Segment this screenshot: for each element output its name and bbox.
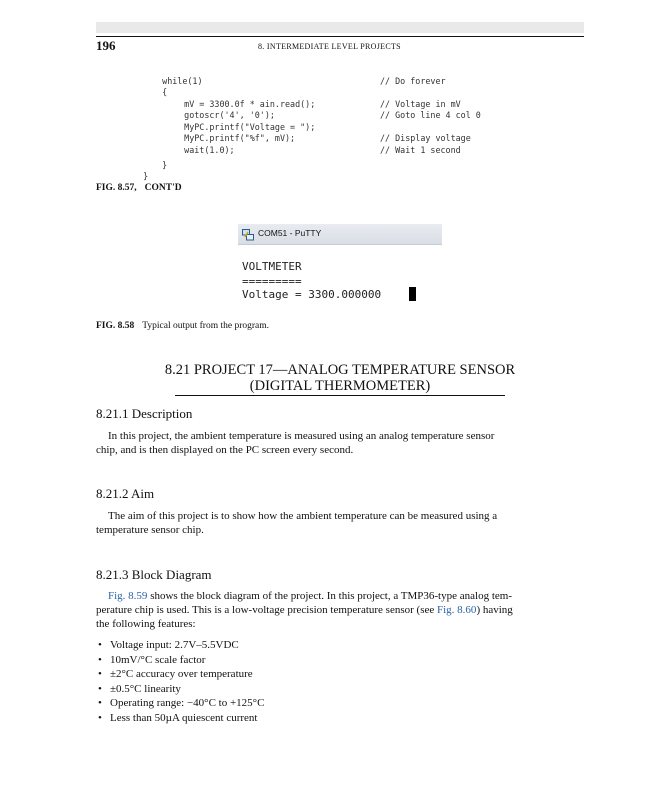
figure-caption-8-58	[96, 321, 269, 331]
block-diagram-paragraph	[96, 589, 584, 631]
putty-window-title: COM51 - PuTTY	[258, 228, 322, 238]
code-line: }	[162, 159, 168, 170]
paragraph-line: temperature sensor chip.	[96, 524, 204, 536]
section-title-rule	[175, 395, 505, 396]
list-item: • 10mV/°C scale factor	[96, 653, 264, 668]
code-comment: // Wait 1 second	[380, 144, 461, 155]
figure-caption-8-57	[96, 183, 190, 193]
section-title	[96, 362, 584, 394]
paragraph-line: The aim of this project is to show how the ambient temperature can be measured using a	[108, 510, 498, 522]
list-item: • Less than 50µA quiescent current	[96, 711, 264, 726]
paragraph-line: perature chip is used. This is a low-voltage precision temperature sensor (see Fig. 8.60) having	[96, 604, 513, 616]
section-title-line: 8.21 PROJECT 17—ANALOG TEMPERATURE SENSOR	[164, 362, 516, 378]
list-item: • Voltage input: 2.7V–5.5VDC	[96, 638, 264, 653]
description-paragraph	[96, 429, 584, 457]
code-line: MyPC.printf("%f", mV); // Display voltage	[184, 133, 471, 143]
code-line: mV = 3300.0f * ain.read(); // Voltage in mV	[184, 98, 461, 109]
page-number: 196	[96, 38, 116, 53]
code-line: {	[162, 87, 168, 97]
header-rule	[96, 36, 584, 37]
code-comment: // Voltage in mV	[380, 98, 461, 109]
terminal-cursor	[409, 287, 416, 301]
figure-label: FIG. 8.58	[96, 321, 135, 331]
code-comment: // Do forever	[380, 75, 446, 86]
terminal-line: =========	[242, 275, 302, 288]
figure-label: FIG. 8.57,	[96, 183, 137, 193]
code-comment: // Display voltage	[380, 133, 471, 143]
code-line: }	[143, 171, 149, 181]
putty-terminal-icon	[242, 228, 254, 240]
list-item: • Operating range: −40°C to +125°C	[96, 696, 264, 711]
list-item: • ±0.5°C linearity	[96, 682, 264, 697]
figure-caption-text: Typical output from the program.	[142, 321, 270, 331]
paragraph-line: the following features:	[96, 618, 196, 630]
list-item: • ±2°C accuracy over temperature	[96, 667, 264, 682]
putty-titlebar[interactable]	[238, 224, 442, 245]
paragraph-line: chip, and is then displayed on the PC screen every second.	[96, 444, 354, 456]
code-line: while(1) // Do forever	[162, 75, 446, 86]
figure-reference-link[interactable]: Fig. 8.60	[437, 604, 477, 616]
figure-caption-text: CONT'D	[144, 183, 182, 193]
subheading-block-diagram: 8.21.3 Block Diagram	[96, 567, 212, 582]
aim-paragraph	[96, 509, 584, 537]
subheading-description: 8.21.1 Description	[96, 406, 193, 421]
code-comment: // Goto line 4 col 0	[380, 110, 481, 120]
paragraph-line: In this project, the ambient temperature is measured using an analog temperature sensor	[108, 430, 495, 442]
top-bar	[96, 22, 584, 33]
running-header: 8. INTERMEDIATE LEVEL PROJECTS	[258, 42, 401, 51]
terminal-line: Voltage = 3300.000000	[242, 288, 382, 301]
figure-reference-link[interactable]: Fig. 8.59	[108, 590, 148, 602]
paragraph-line: Fig. 8.59 shows the block diagram of the project. In this project, a TMP36-type analog tem-	[108, 590, 512, 602]
subheading-aim: 8.21.2 Aim	[96, 486, 155, 501]
code-line: MyPC.printf("Voltage = ");	[184, 121, 316, 132]
feature-list	[96, 638, 264, 725]
code-line: wait(1.0); // Wait 1 second	[184, 144, 461, 155]
terminal-line: VOLTMETER	[242, 260, 302, 273]
code-line: gotoscr('4', '0'); // Goto line 4 col 0	[184, 110, 481, 120]
section-title-line: (DIGITAL THERMOMETER)	[249, 378, 431, 394]
